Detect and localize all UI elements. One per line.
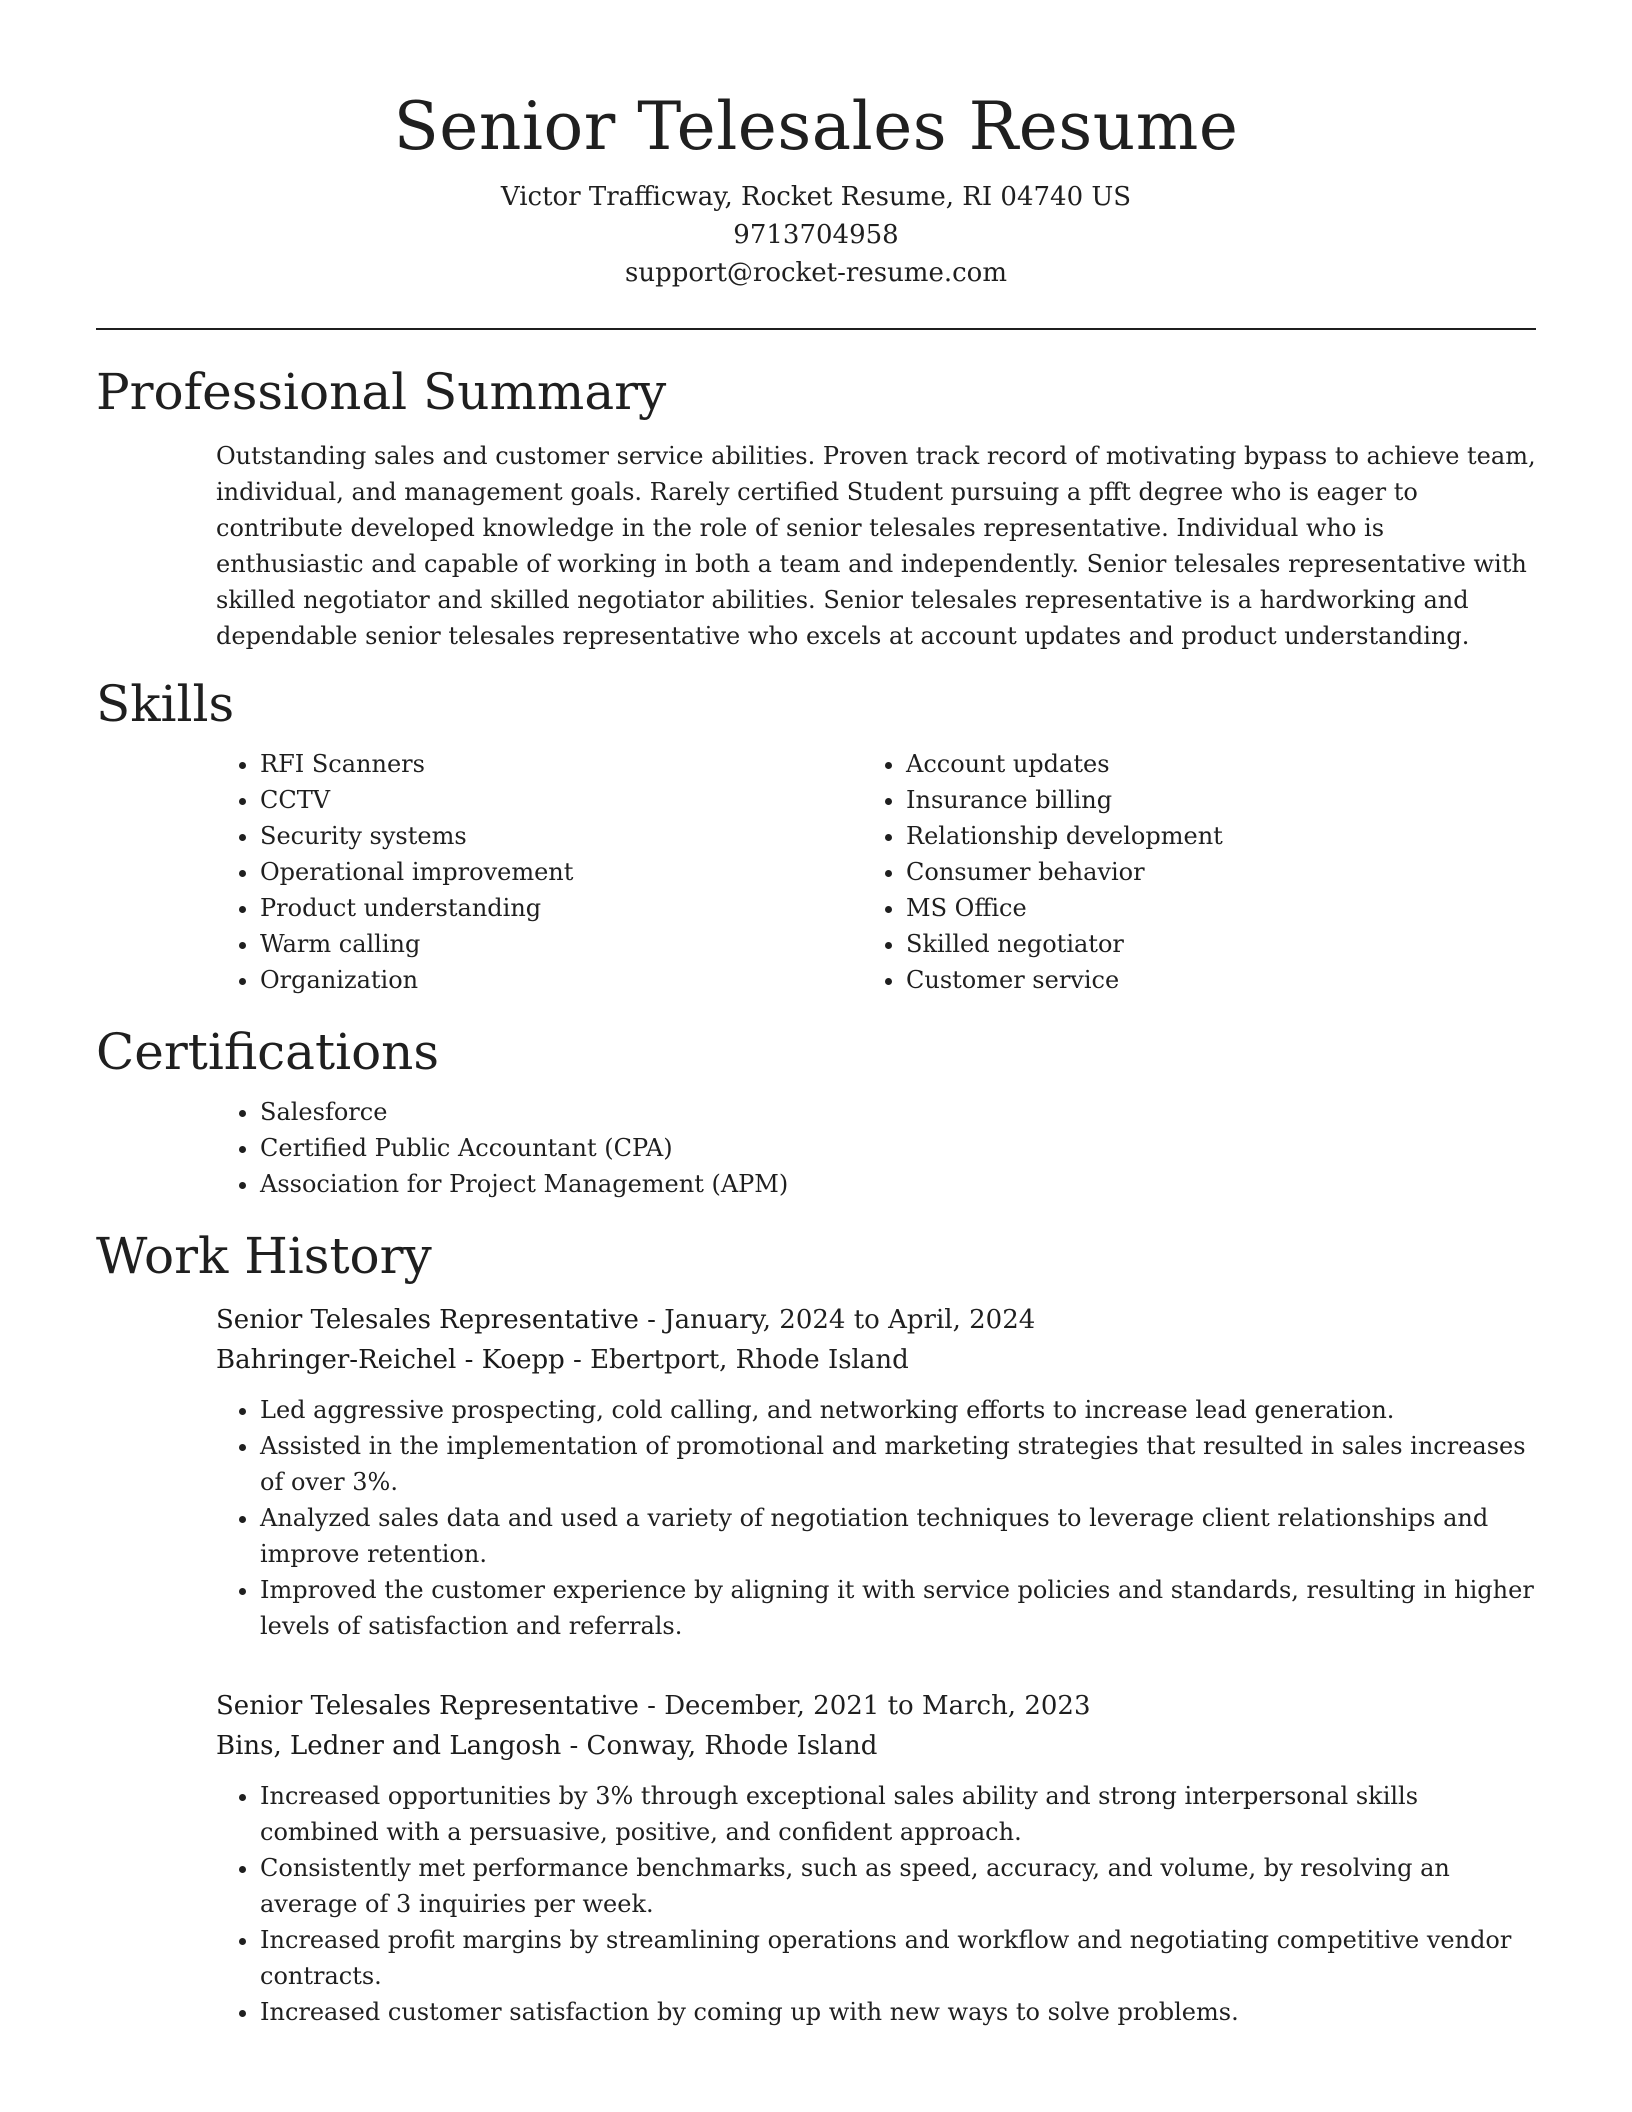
resume-title: Senior Telesales Resume: [393, 88, 1239, 165]
job-title: Senior Telesales Representative: [216, 1691, 639, 1721]
job-separator: -: [647, 1305, 656, 1335]
skills-heading: Skills: [96, 675, 235, 733]
job-separator: -: [647, 1691, 656, 1721]
job-bullet: • Assisted in the implementation of promotional and marketing strategies that resulted in sales increases of over 3%.: [260, 1428, 1536, 1500]
summary-heading: Professional Summary: [96, 363, 667, 421]
resume-header: [96, 82, 1536, 292]
skill-item: • Warm calling: [260, 926, 862, 962]
skills-grid: [216, 746, 1536, 998]
job-bullet: • Improved the customer experience by aligning it with service policies and standards, resulting in higher levels of satisfaction and referrals.: [260, 1572, 1536, 1644]
job-bullet: • Increased customer satisfaction by coming up with new ways to solve problems.: [260, 1994, 1536, 2030]
job-company: Bahringer-Reichel - Koepp: [216, 1345, 565, 1375]
contact-address: Victor Trafficway, Rocket Resume, RI 04740 US: [500, 182, 1132, 212]
skill-item: • Customer service: [906, 962, 1508, 998]
certification-item: • Certified Public Accountant (CPA): [260, 1130, 1536, 1166]
job-bullet: • Increased opportunities by 3% through exceptional sales ability and strong interpersonal skills combined with a persuasive, positive, and confident approach.: [260, 1778, 1536, 1850]
work-history-heading: Work History: [96, 1227, 432, 1285]
skill-item: • MS Office: [906, 890, 1508, 926]
certifications-list: [216, 1094, 1536, 1202]
job-bullet: • Led aggressive prospecting, cold calling, and networking efforts to increase lead generation.: [260, 1392, 1536, 1428]
job-company-line: [216, 1726, 1536, 1766]
skill-item: • Consumer behavior: [906, 854, 1508, 890]
certifications-section: [96, 1020, 1536, 1202]
job-title-line: [216, 1300, 1536, 1340]
summary-section: [96, 360, 1536, 654]
skill-item: • RFI Scanners: [260, 746, 862, 782]
job-bullet: • Consistently met performance benchmarks, such as speed, accuracy, and volume, by resolving an average of 3 inquiries per week.: [260, 1850, 1536, 1922]
job-title: Senior Telesales Representative: [216, 1305, 639, 1335]
certifications-heading: Certifications: [96, 1023, 440, 1081]
skills-section: [96, 672, 1536, 998]
job-entry: [216, 1686, 1536, 2030]
job-company: Bins, Ledner and Langosh: [216, 1731, 562, 1761]
contact-phone: 9713704958: [733, 220, 899, 250]
summary-text: Outstanding sales and customer service abilities. Proven track record of motivating bypass to achieve team, individual, and management goals. Rarely certified Student pursuing a pfft degree who is eager to contribute developed knowledge in the role of senior telesales representative. Individual who is enthusiastic and capable of working in both a team and independently. Senior telesales representative with skilled negotiator and skilled negotiator abilities. Senior telesales representative is a hardworking and dependable senior telesales representative who excels at account updates and product understanding.: [216, 442, 1536, 650]
certification-item: • Association for Project Management (APM): [260, 1166, 1536, 1202]
job-entry: [216, 1300, 1536, 1644]
job-dates: January, 2024 to April, 2024: [664, 1305, 1036, 1335]
skill-item: • Product understanding: [260, 890, 862, 926]
contact-block: [96, 178, 1536, 292]
job-bullets: [216, 1392, 1536, 1644]
certification-item: • Salesforce: [260, 1094, 1536, 1130]
skills-column-right: [862, 746, 1508, 998]
job-location: Ebertport, Rhode Island: [590, 1345, 909, 1375]
job-bullet: • Analyzed sales data and used a variety of negotiation techniques to leverage client relationships and improve retention.: [260, 1500, 1536, 1572]
job-bullets: [216, 1778, 1536, 2030]
skill-item: • Skilled negotiator: [906, 926, 1508, 962]
skill-item: • Operational improvement: [260, 854, 862, 890]
job-company-line: [216, 1340, 1536, 1380]
skill-item: • Insurance billing: [906, 782, 1508, 818]
skill-item: • CCTV: [260, 782, 862, 818]
skill-item: • Relationship development: [906, 818, 1508, 854]
job-dates: December, 2021 to March, 2023: [664, 1691, 1091, 1721]
job-separator: -: [573, 1345, 582, 1375]
header-divider: [96, 328, 1536, 330]
job-separator: -: [569, 1731, 579, 1761]
skill-item: • Security systems: [260, 818, 862, 854]
work-history-section: [96, 1224, 1536, 2030]
job-bullet: • Increased profit margins by streamlining operations and workflow and negotiating competitive vendor contracts.: [260, 1922, 1536, 1994]
contact-email: support@rocket-resume.com: [624, 258, 1007, 288]
skill-item: • Account updates: [906, 746, 1508, 782]
skill-item: • Organization: [260, 962, 862, 998]
skills-column-left: [216, 746, 862, 998]
job-title-line: [216, 1686, 1536, 1726]
job-location: Conway, Rhode Island: [586, 1731, 878, 1761]
